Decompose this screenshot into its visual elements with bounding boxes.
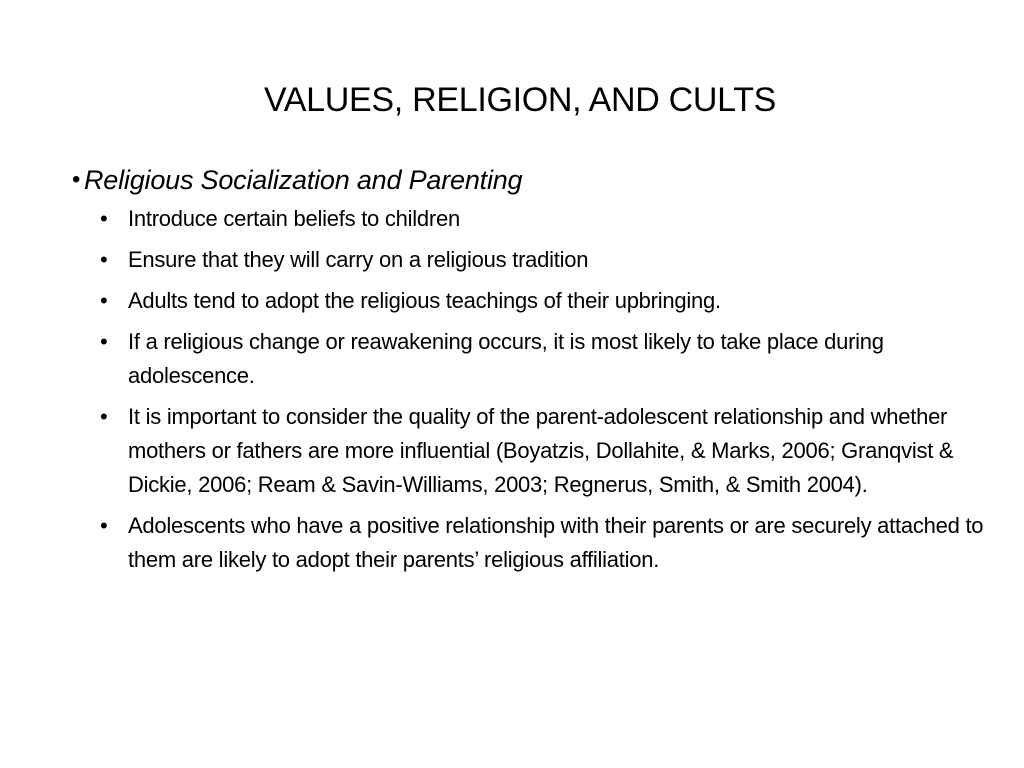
sub-bullet-item bbox=[0, 400, 1024, 502]
bullet-icon: • bbox=[100, 404, 108, 429]
bullet-icon: • bbox=[100, 513, 108, 538]
sub-bullet-item bbox=[0, 325, 1024, 393]
bullet-icon: • bbox=[72, 166, 81, 193]
sub-bullet-text: Ensure that they will carry on a religious tradition bbox=[128, 247, 589, 272]
bullet-icon: • bbox=[100, 206, 108, 231]
slide-body bbox=[0, 158, 1024, 584]
main-bullet-text: Religious Socialization and Parenting bbox=[84, 165, 523, 195]
main-bullet bbox=[0, 158, 1024, 202]
bullet-icon: • bbox=[100, 247, 108, 272]
sub-bullet-item bbox=[0, 284, 1024, 318]
sub-bullet-item bbox=[0, 202, 1024, 236]
bullet-icon: • bbox=[100, 288, 108, 313]
sub-bullet-item bbox=[0, 243, 1024, 277]
sub-bullet-text: If a religious change or reawakening occurs, it is most likely to take place during adolescence. bbox=[128, 329, 884, 388]
sub-bullet-list bbox=[0, 202, 1024, 577]
sub-bullet-text: Adults tend to adopt the religious teachings of their upbringing. bbox=[128, 288, 721, 313]
sub-bullet-item bbox=[0, 509, 1024, 577]
sub-bullet-text: It is important to consider the quality of the parent-adolescent relationship and whether mothers or fathers are more influential (Boyatzis, Dollahite, & Marks, 2006; Granqvist & Dickie, 2006; Ream & Savin-Williams, 2003; Regnerus, Smith, & Smith 2004). bbox=[128, 404, 954, 497]
bullet-icon: • bbox=[100, 329, 108, 354]
sub-bullet-text: Introduce certain beliefs to children bbox=[128, 206, 460, 231]
sub-bullet-text: Adolescents who have a positive relationship with their parents or are securely attached to them are likely to adopt their parents’ religious affiliation. bbox=[128, 513, 984, 572]
slide-title: VALUES, RELIGION, AND CULTS bbox=[263, 81, 777, 119]
